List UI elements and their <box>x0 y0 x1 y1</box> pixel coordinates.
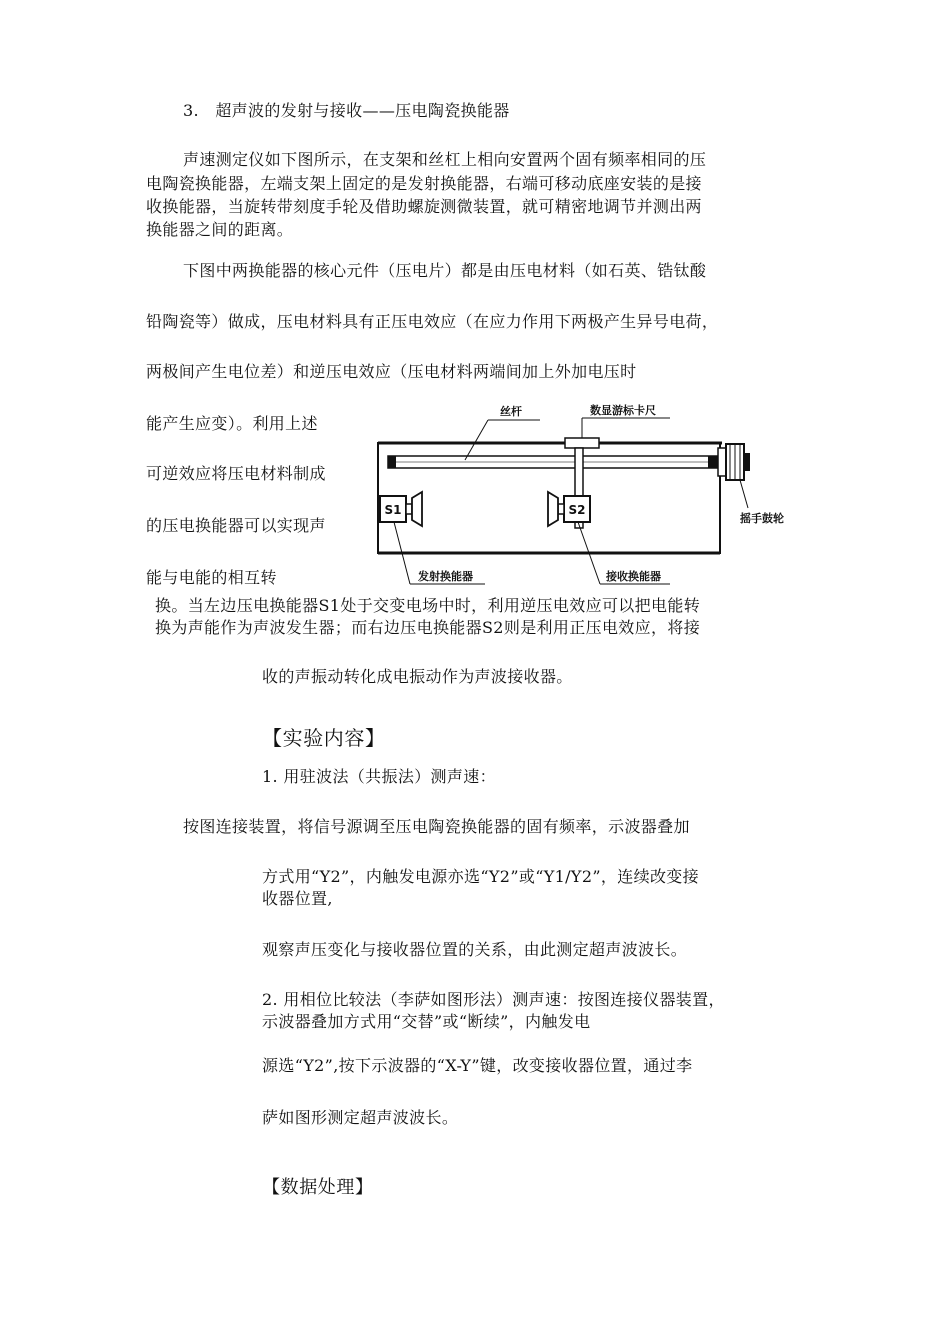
text-line: 铅陶瓷等）做成，压电材料具有正压电效应（在应力作用下两极产生异号电荷， <box>146 312 719 331</box>
s2-neck <box>558 504 564 514</box>
text-line: 两极间产生电位差）和逆压电效应（压电材料两端间加上外加电压时 <box>146 362 637 381</box>
label-receiver: 接收换能器 <box>606 570 661 583</box>
apparatus-figure <box>370 398 784 598</box>
s1-horn <box>412 492 422 526</box>
text-line: 换能器之间的距离。 <box>146 220 294 239</box>
experiment-heading: 【实验内容】 <box>262 726 386 750</box>
leader-handwheel <box>740 480 748 508</box>
text-line: 按图连接装置，将信号源调至压电陶瓷换能器的固有频率，示波器叠加 <box>183 817 690 836</box>
caliper-head <box>565 438 599 448</box>
text-line: 收的声振动转化成电振动作为声波接收器。 <box>262 667 573 686</box>
text-line: 收换能器，当旋转带刻度手轮及借助螺旋测微装置，就可精密地调节并测出两 <box>146 197 702 216</box>
text-line: 收器位置, <box>262 889 333 908</box>
text-line: 能与电能的相互转 <box>146 568 277 587</box>
handwheel-knob <box>744 453 750 471</box>
data-processing-heading: 【数据处理】 <box>262 1177 374 1198</box>
text-line: 下图中两换能器的核心元件（压电片）都是由压电材料（如石英、锆钛酸 <box>183 261 707 280</box>
screw-left-end <box>388 456 396 468</box>
screw-right-end <box>708 456 718 468</box>
text-line: 萨如图形测定超声波波长。 <box>262 1108 459 1127</box>
text-line: 换为声能作为声波发生器；而右边压电换能器S2则是利用正压电效应，将接 <box>155 618 701 637</box>
text-line: 能产生应变）。利用上述 <box>146 414 318 433</box>
label-screw: 丝杆 <box>500 405 522 418</box>
text-line: 的压电换能器可以实现声 <box>146 516 326 535</box>
leader-screw <box>465 420 488 460</box>
label-transmitter: 发射换能器 <box>418 570 473 583</box>
text-line: 换。当左边压电换能器S1处于交变电场中时，利用逆压电效应可以把电能转 <box>155 596 701 615</box>
apparatus-diagram <box>370 398 784 598</box>
text-line: 方式用“Y2”，内触发电源亦选“Y2”或“Y1/Y2”，连续改变接 <box>262 867 699 886</box>
text-line: 示波器叠加方式用“交替”或“断续”，内触发电 <box>262 1012 591 1031</box>
text-line: 观察声压变化与接收器位置的关系，由此测定超声波波长。 <box>262 940 688 959</box>
section-heading: 3. 超声波的发射与接收——压电陶瓷换能器 <box>183 101 510 120</box>
text-line: 可逆效应将压电材料制成 <box>146 464 326 483</box>
label-caliper: 数显游标卡尺 <box>590 404 656 417</box>
text-line: 源选“Y2”,按下示波器的“X-Y”键，改变接收器位置，通过李 <box>262 1056 693 1075</box>
label-handwheel: 摇手鼓轮 <box>740 512 784 525</box>
s2-label: S2 <box>568 503 586 517</box>
text-line: 电陶瓷换能器，左端支架上固定的是发射换能器，右端可移动底座安装的是接 <box>146 174 702 193</box>
s1-label: S1 <box>384 503 402 517</box>
s2-horn <box>548 492 558 526</box>
text-line: 声速测定仪如下图所示，在支架和丝杠上相向安置两个固有频率相同的压 <box>183 150 707 169</box>
handwheel-hub <box>718 448 726 476</box>
item1-title: 1. 用驻波法（共振法）测声速： <box>262 767 496 786</box>
text-line: 2. 用相位比较法（李萨如图形法）测声速：按图连接仪器装置， <box>262 990 725 1009</box>
